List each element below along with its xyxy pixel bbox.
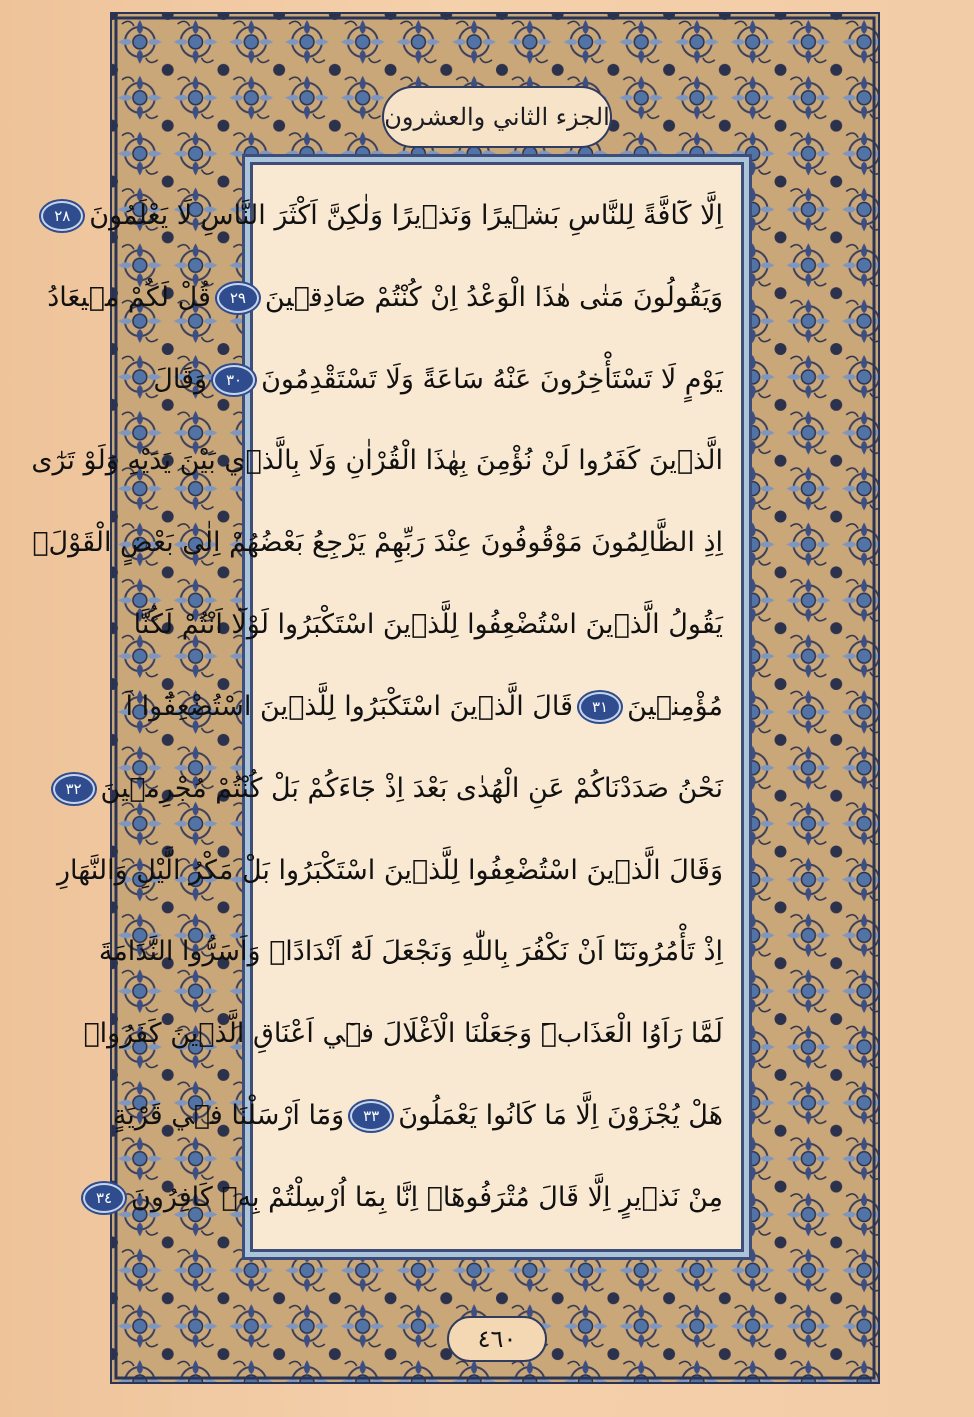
verse-text: وَقَالَ (153, 363, 208, 395)
ayah-marker-icon: ٢٨ (41, 201, 83, 231)
page-number-cartouche (447, 1316, 547, 1362)
verse-line (112, 1087, 723, 1145)
verse-text: يَقُولُ الَّذ۪ينَ اسْتُضْعِفُوا لِلَّذ۪ينَ اسْتَكْبَرُوا لَوْلَٓا اَنْتُمْ لَكُنَّا (133, 609, 723, 641)
verse-line (31, 432, 723, 490)
verse-text: اِلَّا كَٓافَّةً لِلنَّاسِ بَش۪يرًا وَنَذ۪يرًا وَلٰكِنَّ اَكْثَرَ النَّاسِ لَا يَعْلَمُونَ (89, 200, 723, 231)
verse-text: اِذْ تَأْمُرُونَنَٓا اَنْ نَكْفُرَ بِاللّٰهِ وَنَجْعَلَ لَهُٓ اَنْدَادًاۜ وَاَسَرُّوا النَّدَامَةَ (98, 936, 723, 968)
verse-text: الَّذ۪ينَ كَفَرُوا لَنْ نُؤْمِنَ بِهٰذَا الْقُرْاٰنِ وَلَا بِالَّذ۪ي بَيْنَ يَدَيْهِ وَلَوْ تَرٰٓى (31, 445, 723, 477)
verse-text: قَالَ الَّذ۪ينَ اسْتَكْبَرُوا لِلَّذ۪ينَ اسْتُضْعِفُٓوا اَ (125, 690, 574, 722)
verse-text: وَقَالَ الَّذ۪ينَ اسْتُضْعِفُوا لِلَّذ۪ينَ اسْتَكْبَرُوا بَلْ مَكْرُ الَّيْلِ وَالنَّهَارِ (57, 854, 723, 886)
verse-line (47, 269, 723, 327)
verse-text: لَمَّا رَاَوُا الْعَذَابَۜ وَجَعَلْنَا الْاَغْلَالَ ف۪ٓي اَعْنَاقِ الَّذ۪ينَ كَفَرُواۜ (83, 1018, 723, 1050)
verse-text: مُؤْمِن۪ينَ (627, 690, 723, 722)
verse-text: وَيَقُولُونَ مَتٰى هٰذَا الْوَعْدُ اِنْ كُنْتُمْ صَادِق۪ينَ (264, 281, 723, 313)
ornamental-frame (31, 12, 880, 1384)
verse-line (57, 842, 723, 900)
verse-text: قُلْ لَكُمْ م۪يعَادُ (47, 281, 211, 313)
verse-text: وَمَٓا اَرْسَلْنَا ف۪ي قَرْيَةٍ (112, 1100, 345, 1132)
verse-line (98, 923, 723, 981)
verse-text: نَحْنُ صَدَدْنَاكُمْ عَنِ الْهُدٰى بَعْدَ اِذْ جَٓاءَكُمْ بَلْ كُنْتُمْ مُجْرِم۪ينَ (100, 772, 723, 804)
verse-line (83, 1005, 723, 1063)
ayah-marker-icon: ٣٢ (53, 774, 95, 804)
verse-text: اِذِ الظَّالِمُونَ مَوْقُوفُونَ عِنْدَ رَبِّهِمْ يَرْجِعُ بَعْضُهُمْ اِلٰى بَعْضٍ الْقَوْلَۚ (32, 527, 723, 559)
ayah-marker-icon: ٢٩ (217, 283, 259, 313)
juz-title-cartouche (382, 86, 612, 148)
verse-line (153, 351, 723, 409)
verse-text: هَلْ يُجْزَوْنَ اِلَّا مَا كَانُوا يَعْمَلُونَ (398, 1100, 723, 1132)
verse-line (95, 1169, 723, 1227)
ayah-marker-icon: ٣١ (579, 692, 621, 722)
verse-lines (31, 187, 723, 1227)
verse-line (125, 678, 723, 736)
ayah-marker-icon: ٣٠ (213, 365, 255, 395)
ayah-marker-icon: ٣٤ (83, 1183, 125, 1213)
text-panel (31, 162, 744, 1252)
verse-line (54, 187, 723, 245)
juz-title: الجزء الثاني والعشرون (384, 103, 610, 131)
page-number: ٤٦٠ (477, 1325, 517, 1353)
verse-line (65, 760, 723, 818)
verse-text: يَوْمٍ لَا تَسْتَأْخِرُونَ عَنْهُ سَاعَةً وَلَا تَسْتَقْدِمُونَ (261, 363, 723, 395)
verse-text: مِنْ نَذ۪يرٍ اِلَّا قَالَ مُتْرَفُوهَٓاۙ اِنَّا بِمَٓا اُرْسِلْتُمْ بِه۪ كَافِرُونَ (131, 1181, 723, 1213)
verse-line (32, 514, 723, 572)
verse-line (133, 596, 723, 654)
ayah-marker-icon: ٣٣ (350, 1101, 392, 1131)
